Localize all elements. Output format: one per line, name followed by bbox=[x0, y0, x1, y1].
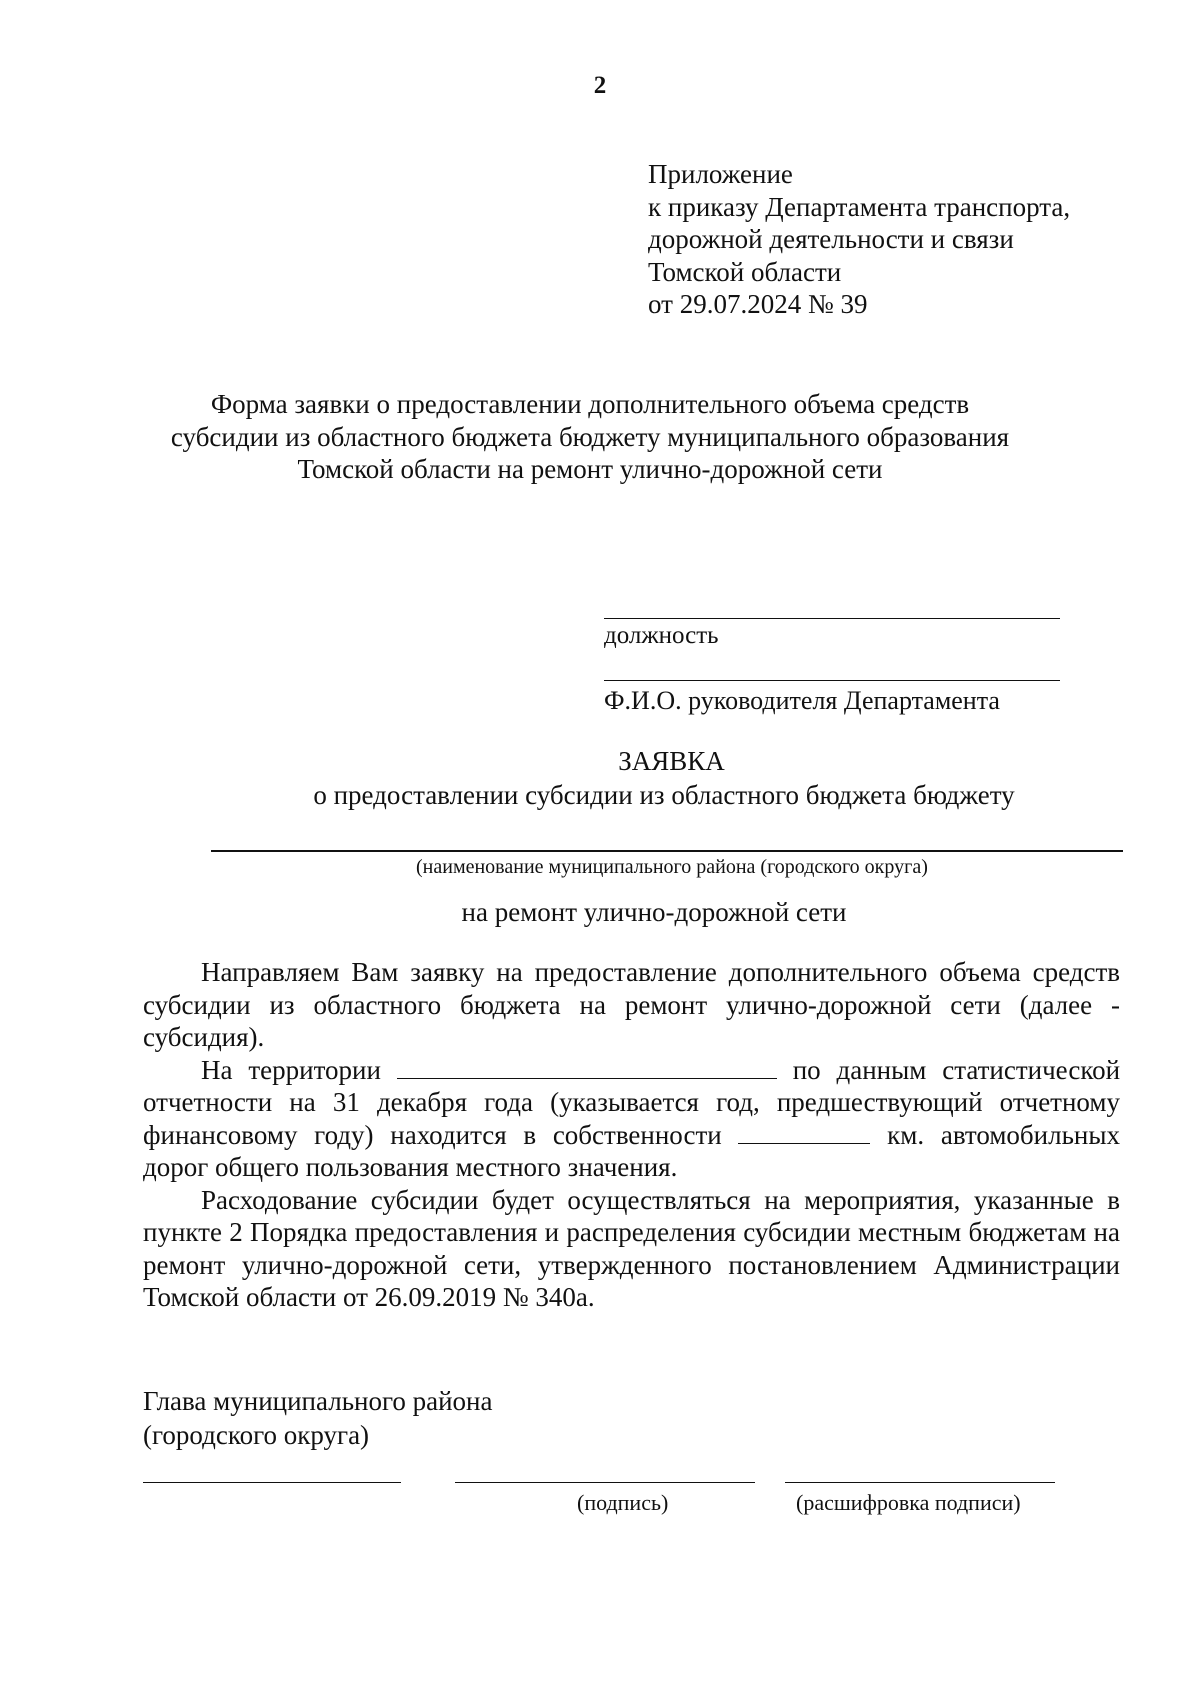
request-subtitle: о предоставлении субсидии из областного бюджета бюджету bbox=[313, 780, 1015, 810]
appendix-line: дорожной деятельности и связи bbox=[648, 224, 1014, 254]
district-field-line bbox=[211, 850, 1123, 852]
head-name-line bbox=[143, 1482, 401, 1483]
body-paragraph bbox=[143, 1054, 1120, 1184]
appendix-line: от 29.07.2024 № 39 bbox=[648, 289, 868, 319]
signature-line bbox=[455, 1482, 755, 1483]
page-number: 2 bbox=[593, 72, 607, 99]
form-title-line: субсидии из областного бюджета бюджету муниципального образования bbox=[170, 421, 1010, 452]
request-purpose bbox=[150, 897, 1158, 928]
body-text-fragment: км. автомобильных дорог общего пользования местного значения. bbox=[143, 1119, 1120, 1182]
request-purpose-text: на ремонт улично-дорожной сети bbox=[461, 897, 847, 927]
form-title-line: Томской области на ремонт улично-дорожной сети bbox=[297, 454, 883, 484]
decoding-caption: (расшифровка подписи) bbox=[796, 1490, 1021, 1515]
position-field-line bbox=[604, 618, 1060, 619]
head-title-line: Глава муниципального района bbox=[143, 1386, 493, 1416]
body-text bbox=[143, 956, 1120, 1314]
signature-caption: (подпись) bbox=[577, 1490, 669, 1515]
request-title: ЗАЯВКА bbox=[618, 746, 725, 776]
km-blank-field bbox=[738, 1121, 870, 1144]
name-caption: Ф.И.О. руководителя Департамента bbox=[604, 686, 1000, 715]
form-title bbox=[150, 388, 1030, 486]
appendix-block bbox=[648, 158, 1070, 321]
appendix-line: Приложение bbox=[648, 159, 793, 189]
signature-block bbox=[143, 1384, 492, 1452]
name-field-line bbox=[604, 680, 1060, 681]
form-title-line: Форма заявки о предоставлении дополнительного объема средств bbox=[210, 389, 970, 419]
head-title-line: (городского округа) bbox=[143, 1420, 370, 1450]
body-text-fragment: по данным статистической отчетности на 31 декабря года (указывается год, предшествующий отчетному финансовому году) находится в собственности bbox=[143, 1054, 1121, 1150]
body-paragraph: Расходование субсидии будет осуществляться на мероприятия, указанные в пункте 2 Порядка предоставления и распределения субсидии местным бюджетам на ремонт улично-дорожной сети, утвержденного постановлением Администрации Томской области от 26.09.2019 № 340а. bbox=[143, 1184, 1120, 1312]
appendix-line: к приказу Департамента транспорта, bbox=[648, 191, 1071, 222]
body-text-fragment: На территории bbox=[201, 1054, 381, 1085]
request-heading bbox=[150, 744, 1158, 812]
body-paragraph: Направляем Вам заявку на предоставление дополнительного объема средств субсидии из областного бюджета на ремонт улично-дорожной сети (далее - субсидия). bbox=[143, 957, 1120, 1052]
appendix-line: Томской области bbox=[648, 256, 842, 287]
position-caption: должность bbox=[604, 622, 719, 649]
district-caption: (наименование муниципального района (городского округа) bbox=[416, 856, 928, 878]
signature-decoding-line bbox=[785, 1482, 1055, 1483]
territory-blank-field bbox=[397, 1056, 777, 1079]
